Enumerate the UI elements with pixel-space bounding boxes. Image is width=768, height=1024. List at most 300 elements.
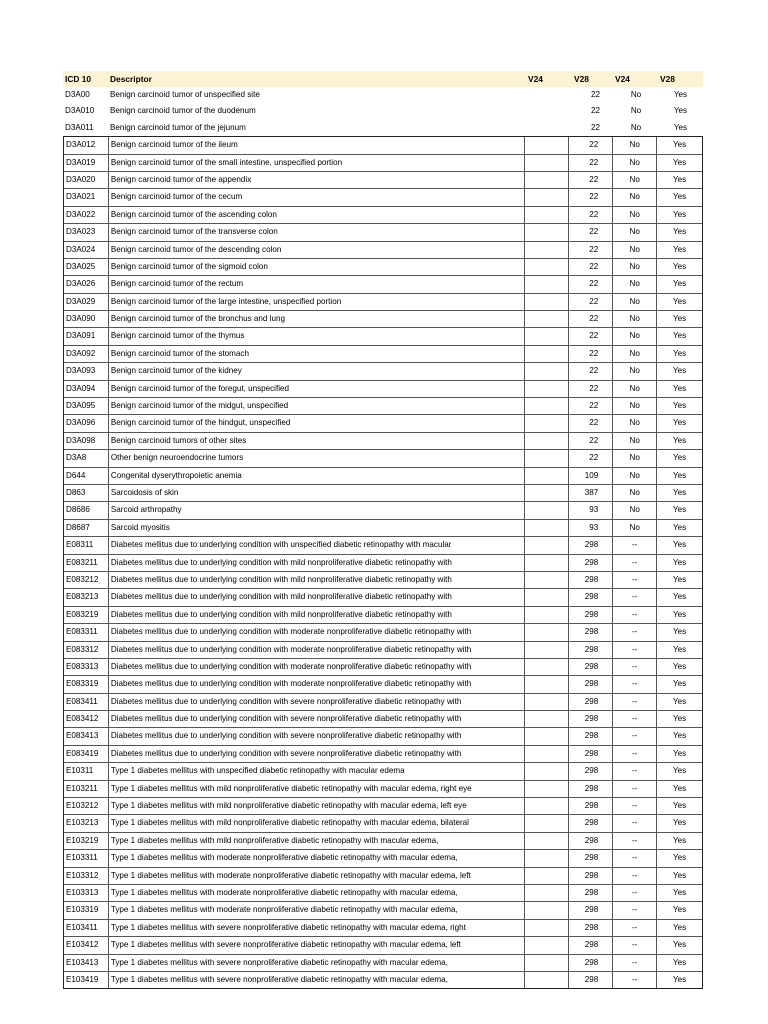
v24-payment-cell: -- — [613, 694, 657, 710]
icd10-code-cell: D3A00 — [65, 90, 90, 99]
table-unbordered-rows — [63, 87, 703, 136]
descriptor-cell: Type 1 diabetes mellitus with severe nonproliferative diabetic retinopathy with macular edema, left — [109, 937, 526, 953]
descriptor-cell: Diabetes mellitus due to underlying condition with moderate nonproliferative diabetic retinopathy with — [109, 659, 526, 675]
icd10-code-cell: E103413 — [64, 955, 109, 971]
v24-payment-cell: No — [613, 485, 657, 501]
descriptor-cell: Benign carcinoid tumor of unspecified site — [110, 90, 260, 99]
v28-payment-cell: Yes — [672, 905, 687, 915]
icd10-code-cell: E083211 — [64, 555, 109, 571]
v24-payment-cell: -- — [613, 781, 657, 797]
v24-rank-cell — [525, 815, 569, 831]
v24-rank-cell — [525, 381, 569, 397]
v28-payment-cell: Yes — [673, 106, 688, 116]
v24-payment-cell: No — [613, 172, 657, 188]
v28-payment-cell: Yes — [672, 853, 687, 863]
v28-hcc-cell: 22 — [569, 363, 613, 379]
v24-payment-cell: No — [630, 106, 642, 116]
icd10-code-cell: D3A020 — [64, 172, 109, 188]
v24-rank-cell — [526, 87, 570, 103]
descriptor-cell: Benign carcinoid tumor of the duodenum — [110, 106, 256, 116]
v24-rank-cell — [525, 781, 569, 797]
v24-rank-cell — [525, 607, 569, 623]
v28-payment-cell: Yes — [672, 835, 687, 845]
icd10-code-cell: E083413 — [64, 728, 109, 744]
table-row — [64, 468, 702, 485]
v24-rank-cell — [525, 537, 569, 553]
table-row — [64, 363, 702, 380]
v24-rank-cell — [525, 450, 569, 466]
v24-rank-cell — [525, 276, 569, 292]
v28-payment-cell: Yes — [672, 157, 687, 167]
v24-payment-cell: No — [613, 189, 657, 205]
v24-rank-cell — [525, 972, 569, 988]
table-row — [64, 815, 702, 832]
icd10-code-cell: E083411 — [64, 694, 109, 710]
v24-rank-cell — [525, 294, 569, 310]
v28-payment-cell: Yes — [672, 487, 687, 497]
v28-hcc-cell: 298 — [569, 815, 613, 831]
v28-payment-cell: Yes — [672, 696, 687, 706]
descriptor-cell: Type 1 diabetes mellitus with mild nonproliferative diabetic retinopathy with macular edema, bilateral — [109, 815, 526, 831]
v28-hcc-cell: 298 — [569, 850, 613, 866]
descriptor-cell: Benign carcinoid tumors of other sites — [109, 433, 526, 449]
v24-rank-cell — [525, 920, 569, 936]
v24-payment-cell: No — [613, 155, 657, 171]
v24-rank-cell — [525, 468, 569, 484]
v24-payment-cell: -- — [613, 920, 657, 936]
v24-payment-cell: No — [613, 259, 657, 275]
v24-payment-cell: -- — [613, 833, 657, 849]
icd10-code-cell: D3A026 — [64, 276, 109, 292]
v28-payment-cell: Yes — [672, 661, 687, 671]
descriptor-cell: Type 1 diabetes mellitus with severe nonproliferative diabetic retinopathy with macular edema, — [109, 972, 526, 988]
table-row — [64, 833, 702, 850]
v24-rank-cell — [525, 363, 569, 379]
table-row — [64, 555, 702, 572]
descriptor-cell: Congenital dyserythropoietic anemia — [109, 468, 526, 484]
col-header-v28-hcc: V28 — [574, 74, 589, 84]
v28-payment-cell: Yes — [672, 244, 687, 254]
v28-payment-cell: Yes — [672, 435, 687, 445]
icd10-code-cell: D3A096 — [64, 415, 109, 431]
v28-hcc-cell: 22 — [569, 259, 613, 275]
v24-payment-cell: No — [613, 242, 657, 258]
v28-payment-cell: Yes — [672, 870, 687, 880]
descriptor-cell: Sarcoidosis of skin — [109, 485, 526, 501]
v28-hcc-cell: 22 — [569, 189, 613, 205]
icd10-code-cell: E103211 — [64, 781, 109, 797]
descriptor-cell: Diabetes mellitus due to underlying condition with moderate nonproliferative diabetic retinopathy with — [109, 642, 526, 658]
v28-payment-cell: Yes — [672, 331, 687, 341]
descriptor-cell: Type 1 diabetes mellitus with severe nonproliferative diabetic retinopathy with macular edema, right — [109, 920, 526, 936]
v24-rank-cell — [525, 589, 569, 605]
v28-payment-cell: Yes — [672, 401, 687, 411]
v28-hcc-cell: 22 — [569, 207, 613, 223]
icd10-code-cell: D3A092 — [64, 346, 109, 362]
v28-hcc-cell: 298 — [569, 972, 613, 988]
table-row — [64, 311, 702, 328]
v28-payment-cell: Yes — [672, 348, 687, 358]
icd10-code-cell: E083213 — [64, 589, 109, 605]
v24-rank-cell — [525, 207, 569, 223]
table-row — [64, 276, 702, 293]
v24-payment-cell: -- — [613, 555, 657, 571]
table-header-row — [63, 71, 703, 87]
table-row — [64, 676, 702, 693]
descriptor-cell: Benign carcinoid tumor of the descending colon — [109, 242, 526, 258]
table-row — [64, 502, 702, 519]
icd10-code-cell: D3A024 — [64, 242, 109, 258]
descriptor-cell: Benign carcinoid tumor of the large intestine, unspecified portion — [109, 294, 526, 310]
descriptor-cell: Type 1 diabetes mellitus with mild nonproliferative diabetic retinopathy with macular edema, — [109, 833, 526, 849]
table-row — [64, 155, 702, 172]
v24-payment-cell: -- — [613, 589, 657, 605]
descriptor-cell: Benign carcinoid tumor of the appendix — [109, 172, 526, 188]
v28-hcc-cell: 298 — [569, 607, 613, 623]
table-row — [64, 242, 702, 259]
v24-payment-cell: No — [613, 520, 657, 536]
icd10-code-cell: D8686 — [64, 502, 109, 518]
v24-rank-cell — [525, 311, 569, 327]
table-row — [64, 937, 702, 954]
icd10-code-cell: D3A029 — [64, 294, 109, 310]
descriptor-cell: Diabetes mellitus due to underlying condition with severe nonproliferative diabetic retinopathy with — [109, 746, 526, 762]
v28-payment-cell: Yes — [672, 470, 687, 480]
descriptor-cell: Benign carcinoid tumor of the small intestine, unspecified portion — [109, 155, 526, 171]
table-row — [64, 850, 702, 867]
v24-rank-cell — [525, 676, 569, 692]
icd10-code-cell: E083412 — [64, 711, 109, 727]
v28-hcc-cell: 22 — [569, 398, 613, 414]
v24-rank-cell — [525, 398, 569, 414]
v28-hcc-cell: 298 — [569, 763, 613, 779]
v28-hcc-cell: 298 — [569, 589, 613, 605]
table-row — [64, 607, 702, 624]
table-row — [64, 885, 702, 902]
icd10-code-cell: E083312 — [64, 642, 109, 658]
icd10-code-cell: E10311 — [64, 763, 109, 779]
v24-payment-cell: No — [630, 90, 642, 99]
v28-hcc-cell: 298 — [569, 781, 613, 797]
v28-hcc-cell: 298 — [569, 746, 613, 762]
v24-payment-cell: -- — [613, 955, 657, 971]
v28-payment-cell: Yes — [672, 227, 687, 237]
col-header-v24-payment: V24 — [615, 74, 630, 84]
table-row — [64, 398, 702, 415]
table-row — [64, 259, 702, 276]
icd10-code-cell: E103419 — [64, 972, 109, 988]
v28-payment-cell: Yes — [672, 714, 687, 724]
v24-rank-cell — [525, 224, 569, 240]
table-row — [64, 381, 702, 398]
descriptor-cell: Sarcoid arthropathy — [109, 502, 526, 518]
v24-payment-cell: No — [613, 328, 657, 344]
descriptor-cell: Benign carcinoid tumor of the kidney — [109, 363, 526, 379]
table-row — [64, 920, 702, 937]
v28-hcc-cell: 298 — [569, 728, 613, 744]
v28-payment-cell: Yes — [672, 557, 687, 567]
descriptor-cell: Benign carcinoid tumor of the hindgut, unspecified — [109, 415, 526, 431]
v28-hcc-cell: 298 — [569, 642, 613, 658]
v28-hcc-cell: 298 — [569, 902, 613, 918]
v28-hcc-cell: 22 — [569, 172, 613, 188]
v24-rank-cell — [525, 746, 569, 762]
descriptor-cell: Benign carcinoid tumor of the stomach — [109, 346, 526, 362]
col-header-icd10: ICD 10 — [65, 74, 92, 84]
v28-hcc-cell: 298 — [569, 833, 613, 849]
table-bordered-rows — [63, 136, 703, 989]
descriptor-cell: Diabetes mellitus due to underlying condition with moderate nonproliferative diabetic retinopathy with — [109, 676, 526, 692]
col-header-v24-rank: V24 — [528, 74, 543, 84]
v28-payment-cell: Yes — [672, 974, 687, 984]
v24-payment-cell: -- — [613, 711, 657, 727]
table-row — [64, 781, 702, 798]
v24-payment-cell: -- — [613, 572, 657, 588]
v24-payment-cell: -- — [613, 676, 657, 692]
icd10-code-cell: D3A023 — [64, 224, 109, 240]
v28-payment-cell: Yes — [672, 192, 687, 202]
v28-payment-cell: Yes — [672, 383, 687, 393]
table-row — [64, 589, 702, 606]
v28-hcc-cell: 93 — [569, 520, 613, 536]
v28-payment-cell: Yes — [672, 574, 687, 584]
v28-hcc-cell: 298 — [569, 798, 613, 814]
v24-payment-cell: No — [630, 122, 642, 132]
v24-payment-cell: -- — [613, 972, 657, 988]
table-row — [64, 485, 702, 502]
v24-payment-cell: No — [613, 502, 657, 518]
v24-payment-cell: -- — [613, 798, 657, 814]
v28-payment-cell: Yes — [672, 922, 687, 932]
v28-payment-cell: Yes — [672, 540, 687, 550]
icd10-code-cell: D3A021 — [64, 189, 109, 205]
icd10-code-cell: D3A095 — [64, 398, 109, 414]
icd10-table — [63, 71, 703, 989]
v28-payment-cell: Yes — [672, 522, 687, 532]
descriptor-cell: Diabetes mellitus due to underlying condition with unspecified diabetic retinopathy with macular — [109, 537, 526, 553]
v28-hcc-cell: 22 — [569, 415, 613, 431]
table-row — [64, 763, 702, 780]
descriptor-cell: Type 1 diabetes mellitus with mild nonproliferative diabetic retinopathy with macular edema, left eye — [109, 798, 526, 814]
icd10-code-cell: D3A025 — [64, 259, 109, 275]
descriptor-cell: Benign carcinoid tumor of the transverse colon — [109, 224, 526, 240]
icd10-code-cell: E083419 — [64, 746, 109, 762]
v28-hcc-cell: 387 — [569, 485, 613, 501]
v24-payment-cell: No — [613, 294, 657, 310]
descriptor-cell: Benign carcinoid tumor of the midgut, unspecified — [109, 398, 526, 414]
table-row — [64, 642, 702, 659]
v28-hcc-cell: 298 — [569, 676, 613, 692]
v24-rank-cell — [525, 833, 569, 849]
v28-payment-cell: Yes — [672, 644, 687, 654]
v24-rank-cell — [525, 763, 569, 779]
v24-payment-cell: -- — [613, 850, 657, 866]
icd10-code-cell: E103219 — [64, 833, 109, 849]
icd10-code-cell: E083219 — [64, 607, 109, 623]
icd10-code-cell: E083311 — [64, 624, 109, 640]
table-row — [64, 972, 702, 988]
v24-rank-cell — [525, 572, 569, 588]
v24-payment-cell: No — [613, 450, 657, 466]
v24-payment-cell: No — [613, 207, 657, 223]
icd10-code-cell: D3A091 — [64, 328, 109, 344]
v28-payment-cell: Yes — [672, 783, 687, 793]
v28-payment-cell: Yes — [672, 887, 687, 897]
v24-payment-cell: No — [613, 415, 657, 431]
table-row — [64, 328, 702, 345]
v24-payment-cell: -- — [613, 937, 657, 953]
v24-rank-cell — [526, 103, 570, 119]
v28-hcc-cell: 22 — [569, 381, 613, 397]
table-row — [64, 902, 702, 919]
v24-payment-cell: -- — [613, 537, 657, 553]
v28-hcc-cell: 22 — [569, 137, 613, 153]
descriptor-cell: Type 1 diabetes mellitus with unspecified diabetic retinopathy with macular edema — [109, 763, 526, 779]
descriptor-cell: Benign carcinoid tumor of the ileum — [109, 137, 526, 153]
table-row — [64, 659, 702, 676]
v24-rank-cell — [525, 902, 569, 918]
v24-rank-cell — [525, 172, 569, 188]
v24-payment-cell: -- — [613, 624, 657, 640]
col-header-v28-payment: V28 — [660, 74, 675, 84]
descriptor-cell: Diabetes mellitus due to underlying condition with moderate nonproliferative diabetic retinopathy with — [109, 624, 526, 640]
descriptor-cell: Benign carcinoid tumor of the rectum — [109, 276, 526, 292]
v24-rank-cell — [525, 485, 569, 501]
table-row — [64, 711, 702, 728]
v28-payment-cell: Yes — [673, 122, 688, 132]
v28-payment-cell: Yes — [672, 748, 687, 758]
table-row — [64, 728, 702, 745]
descriptor-cell: Benign carcinoid tumor of the cecum — [109, 189, 526, 205]
v28-hcc-cell: 22 — [569, 433, 613, 449]
descriptor-cell: Type 1 diabetes mellitus with moderate nonproliferative diabetic retinopathy with macular edema, — [109, 850, 526, 866]
icd10-code-cell: D3A012 — [64, 137, 109, 153]
v28-hcc-cell: 22 — [569, 276, 613, 292]
v28-hcc-cell: 22 — [569, 311, 613, 327]
v28-payment-cell: Yes — [672, 366, 687, 376]
v24-payment-cell: -- — [613, 868, 657, 884]
v24-payment-cell: -- — [613, 815, 657, 831]
v24-payment-cell: -- — [613, 659, 657, 675]
table-row — [64, 868, 702, 885]
v28-payment-cell: Yes — [672, 592, 687, 602]
v28-hcc-cell: 298 — [569, 885, 613, 901]
icd10-code-cell: E08311 — [64, 537, 109, 553]
icd10-code-cell: E083313 — [64, 659, 109, 675]
table-row — [64, 207, 702, 224]
v24-payment-cell: No — [613, 381, 657, 397]
table-row — [64, 624, 702, 641]
descriptor-cell: Type 1 diabetes mellitus with mild nonproliferative diabetic retinopathy with macular edema, right eye — [109, 781, 526, 797]
table-row — [64, 415, 702, 432]
v24-rank-cell — [525, 520, 569, 536]
v24-rank-cell — [525, 624, 569, 640]
icd10-code-cell: D3A019 — [64, 155, 109, 171]
v28-payment-cell: Yes — [672, 279, 687, 289]
v24-payment-cell: -- — [613, 885, 657, 901]
v24-payment-cell: No — [613, 137, 657, 153]
table-row — [64, 537, 702, 554]
v28-hcc-cell: 298 — [569, 711, 613, 727]
v28-payment-cell: Yes — [672, 418, 687, 428]
descriptor-cell: Type 1 diabetes mellitus with moderate nonproliferative diabetic retinopathy with macular edema, — [109, 885, 526, 901]
icd10-code-cell: E103311 — [64, 850, 109, 866]
v28-payment-cell: Yes — [672, 818, 687, 828]
v28-hcc-cell: 22 — [590, 106, 600, 116]
v24-payment-cell: -- — [613, 607, 657, 623]
icd10-code-cell: E103412 — [64, 937, 109, 953]
v28-payment-cell: Yes — [672, 314, 687, 324]
v28-hcc-cell: 298 — [569, 659, 613, 675]
v24-rank-cell — [525, 137, 569, 153]
icd10-code-cell: D3A098 — [64, 433, 109, 449]
v28-payment-cell: Yes — [672, 731, 687, 741]
descriptor-cell: Benign carcinoid tumor of the sigmoid colon — [109, 259, 526, 275]
v28-payment-cell: Yes — [672, 679, 687, 689]
table-row — [63, 103, 703, 119]
v28-hcc-cell: 298 — [569, 920, 613, 936]
table-row — [63, 87, 703, 103]
v28-hcc-cell: 22 — [569, 294, 613, 310]
icd10-code-cell: D3A010 — [65, 106, 95, 116]
table-row — [64, 798, 702, 815]
v28-payment-cell: Yes — [672, 296, 687, 306]
icd10-code-cell: D3A8 — [64, 450, 109, 466]
v28-hcc-cell: 22 — [569, 450, 613, 466]
icd10-code-cell: E103313 — [64, 885, 109, 901]
v24-rank-cell — [525, 433, 569, 449]
descriptor-cell: Benign carcinoid tumor of the bronchus and lung — [109, 311, 526, 327]
icd10-code-cell: E083212 — [64, 572, 109, 588]
v28-hcc-cell: 298 — [569, 955, 613, 971]
v28-payment-cell: Yes — [672, 609, 687, 619]
descriptor-cell: Diabetes mellitus due to underlying condition with mild nonproliferative diabetic retinopathy with — [109, 607, 526, 623]
table-row — [64, 746, 702, 763]
v24-rank-cell — [525, 694, 569, 710]
descriptor-cell: Sarcoid myositis — [109, 520, 526, 536]
icd10-code-cell: E103411 — [64, 920, 109, 936]
v28-payment-cell: Yes — [672, 453, 687, 463]
icd10-code-cell: E083319 — [64, 676, 109, 692]
descriptor-cell: Benign carcinoid tumor of the foregut, unspecified — [109, 381, 526, 397]
v24-rank-cell — [525, 728, 569, 744]
table-row — [64, 224, 702, 241]
descriptor-cell: Diabetes mellitus due to underlying condition with mild nonproliferative diabetic retinopathy with — [109, 589, 526, 605]
icd10-code-cell: D863 — [64, 485, 109, 501]
v24-rank-cell — [525, 502, 569, 518]
v24-rank-cell — [525, 555, 569, 571]
v28-hcc-cell: 93 — [569, 502, 613, 518]
v24-rank-cell — [525, 346, 569, 362]
v24-rank-cell — [525, 798, 569, 814]
v28-payment-cell: Yes — [672, 766, 687, 776]
v24-rank-cell — [525, 850, 569, 866]
v28-hcc-cell: 298 — [569, 555, 613, 571]
v28-payment-cell: Yes — [672, 140, 687, 150]
v28-hcc-cell: 298 — [569, 624, 613, 640]
v28-payment-cell: Yes — [672, 505, 687, 515]
descriptor-cell: Diabetes mellitus due to underlying condition with severe nonproliferative diabetic retinopathy with — [109, 728, 526, 744]
v24-rank-cell — [525, 155, 569, 171]
v28-payment-cell: Yes — [672, 801, 687, 811]
descriptor-cell: Type 1 diabetes mellitus with severe nonproliferative diabetic retinopathy with macular edema, — [109, 955, 526, 971]
descriptor-cell: Benign carcinoid tumor of the thymus — [109, 328, 526, 344]
v28-hcc-cell: 109 — [569, 468, 613, 484]
table-row — [64, 189, 702, 206]
v24-payment-cell: -- — [613, 902, 657, 918]
v28-hcc-cell: 22 — [569, 346, 613, 362]
v28-payment-cell: Yes — [672, 261, 687, 271]
